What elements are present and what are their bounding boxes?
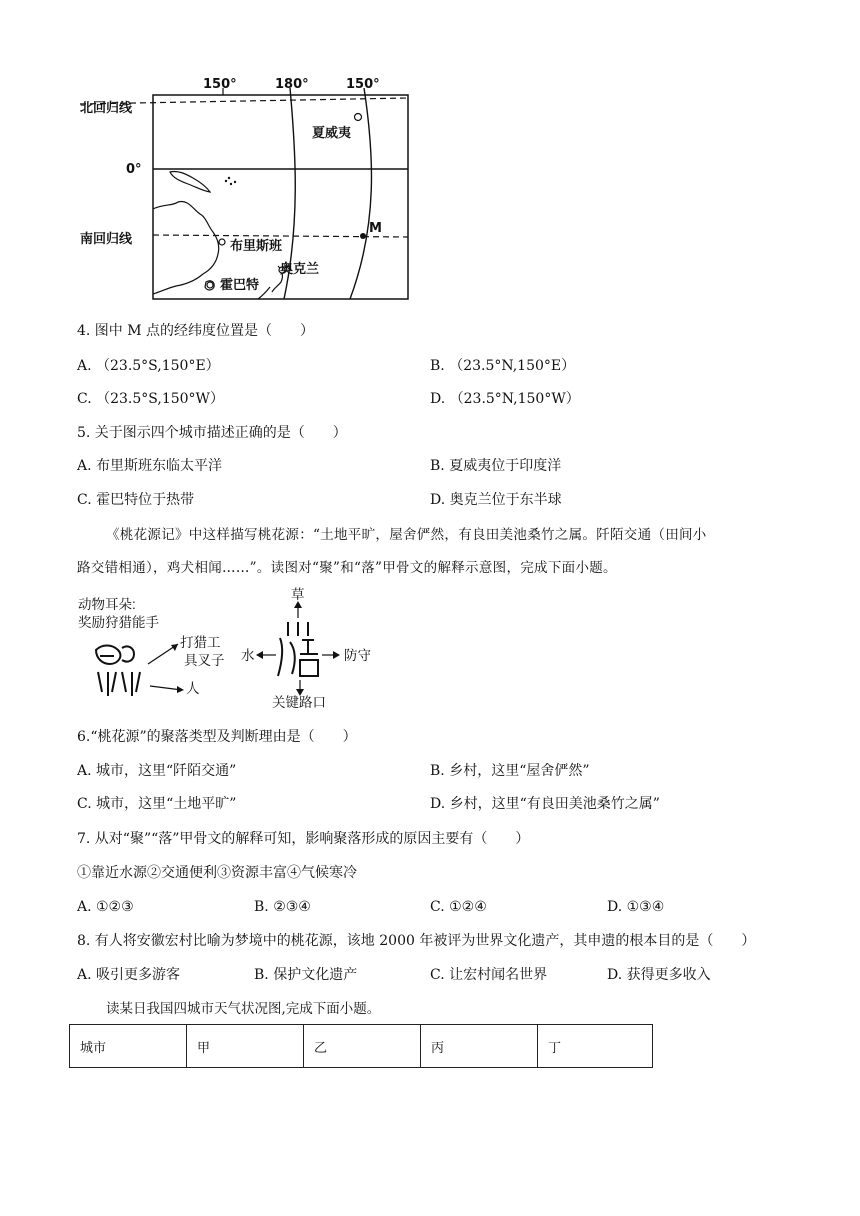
table-header-yi: 乙 [304, 1025, 421, 1068]
hobart-label: 霍巴特 [220, 278, 260, 293]
brisbane-label: 布里斯班 [230, 239, 283, 254]
grass-label: 草 [291, 587, 305, 602]
q5-option-b[interactable]: B. 夏威夷位于印度洋 [430, 458, 562, 474]
q5-option-c[interactable]: C. 霍巴特位于热带 [77, 492, 195, 508]
q4-option-a[interactable]: A. （23.5°S,150°E） [77, 358, 220, 374]
q8-option-a[interactable]: A. 吸引更多游客 [77, 967, 181, 983]
passage-line-2: 路交错相通），鸡犬相闻……”。读图对“聚”和“落”甲骨文的解释示意图，完成下面小题。 [77, 560, 617, 576]
point-m-label: M [369, 221, 382, 236]
point-m-marker [360, 233, 366, 239]
q5-option-d[interactable]: D. 奥克兰位于东半球 [430, 492, 562, 508]
tropic-south-label: 南回归线 [80, 232, 133, 247]
q8-option-d[interactable]: D. 获得更多收入 [607, 967, 711, 983]
q5-option-a[interactable]: A. 布里斯班东临太平洋 [77, 458, 223, 474]
q8-stem: 8. 有人将安徽宏村比喻为梦境中的桃花源，该地 2000 年被评为世界文化遗产，其申遗的根本目的是（ ） [77, 933, 756, 949]
person-label: 人 [186, 681, 200, 696]
table-row [70, 1025, 653, 1068]
q8-option-b[interactable]: B. 保护文化遗产 [254, 967, 358, 983]
q6-option-c[interactable]: C. 城市，这里“土地平旷” [77, 796, 237, 812]
equator-label: 0° [126, 162, 142, 177]
table-header-ding: 丁 [538, 1025, 653, 1068]
q6-stem: 6.“桃花源”的聚落类型及判断理由是（ ） [77, 729, 357, 745]
table-header-jia: 甲 [187, 1025, 304, 1068]
hawaii-marker [355, 114, 362, 121]
defense-label: 防守 [344, 648, 371, 663]
new-zealand-south [258, 287, 270, 299]
q6-option-a[interactable]: A. 城市，这里“阡陌交通” [77, 763, 237, 779]
q4-option-c[interactable]: C. （23.5°S,150°W） [77, 391, 224, 407]
tropic-north-label: 北回归线 [80, 101, 133, 116]
q6-option-d[interactable]: D. 乡村，这里“有良田美池桑竹之属” [430, 796, 660, 812]
hawaii-label: 夏威夷 [312, 126, 352, 141]
ears-label-line1: 动物耳朵: [78, 597, 136, 612]
oracle-bone-figure [78, 587, 398, 710]
q6-option-b[interactable]: B. 乡村，这里“屋舍俨然” [430, 763, 590, 779]
table-header-city: 城市 [70, 1025, 187, 1068]
q4-option-b[interactable]: B. （23.5°N,150°E） [430, 358, 576, 374]
q4-option-d[interactable]: D. （23.5°N,150°W） [430, 391, 580, 407]
tool-label-line2: 具叉子 [184, 653, 225, 668]
q5-stem: 5. 关于图示四个城市描述正确的是（ ） [77, 425, 347, 441]
passage-line-1: 《桃花源记》中这样描写桃花源：“土地平旷，屋舍俨然，有良田美池桑竹之属。阡陌交通（田间小 [106, 527, 707, 543]
q7-option-b[interactable]: B. ②③④ [254, 899, 311, 915]
q7-stem: 7. 从对“聚”“落”甲骨文的解释可知，影响聚落形成的原因主要有（ ） [77, 831, 530, 847]
hobart-marker [207, 282, 213, 288]
q7-factors: ①靠近水源②交通便利③资源丰富④气候寒冷 [77, 865, 357, 881]
brisbane-marker [219, 239, 225, 245]
weather-intro: 读某日我国四城市天气状况图,完成下面小题。 [106, 1001, 381, 1017]
longitude-label-180: 180° [275, 77, 309, 92]
ears-label-line2: 奖励狩猎能手 [78, 615, 159, 630]
tool-label-line1: 打猎工 [180, 635, 221, 650]
q8-option-c[interactable]: C. 让宏村闻名世界 [430, 967, 548, 983]
weather-table [69, 1024, 653, 1068]
table-header-bing: 丙 [421, 1025, 538, 1068]
crossing-label: 关键路口 [272, 695, 326, 710]
map-figure [78, 74, 418, 304]
q7-option-d[interactable]: D. ①③④ [607, 899, 665, 915]
oracle-char-ju [96, 646, 140, 697]
q4-stem: 4. 图中 M 点的经纬度位置是（ ） [77, 323, 315, 339]
auckland-label: 奥克兰 [280, 262, 320, 277]
q7-option-c[interactable]: C. ①②④ [430, 899, 487, 915]
longitude-label-150w: 150° [346, 77, 380, 92]
q7-option-a[interactable]: A. ①②③ [77, 899, 134, 915]
australia-coast [153, 201, 219, 294]
new-guinea [170, 171, 210, 192]
longitude-label-150e: 150° [203, 77, 237, 92]
water-label: 水 [241, 648, 255, 663]
oracle-char-luo [278, 622, 318, 676]
